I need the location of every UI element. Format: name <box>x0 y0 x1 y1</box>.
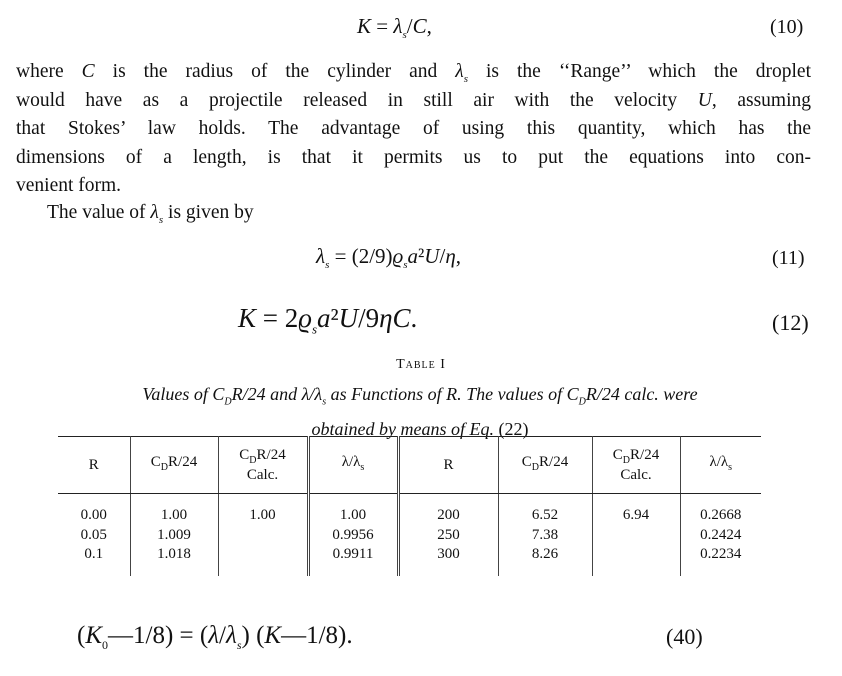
table-caption-line: Values of $C_DR/24$ and $\lambda/\lambda_s$ as Functions of R. The values of $C_DR/24$ calc. were <box>142 384 698 408</box>
table-cell: 0.2234 <box>700 546 742 562</box>
table-cell <box>218 545 308 565</box>
table-cell <box>680 565 761 577</box>
table-cell <box>592 526 680 546</box>
data-table <box>58 436 761 576</box>
table-cell <box>592 545 680 565</box>
paragraph-line: where C is the radius of the cylinder and $\lambda_s$ is the ‘‘Range’’ which the droplet <box>16 61 811 85</box>
header-lambda-ratio: $\lambda/\lambda_s$ <box>680 437 761 494</box>
table-cell <box>218 565 308 577</box>
table-cell: 0.05 <box>58 526 130 546</box>
table-cell: 1.00 <box>308 494 398 526</box>
header-r: R <box>398 437 498 494</box>
table-row <box>58 526 761 546</box>
body-paragraph <box>16 58 811 201</box>
table-cell: 8.26 <box>498 545 592 565</box>
table-cell: 1.018 <box>130 545 218 565</box>
equation-11: $\lambda_s = (2/9)ϱ_sa^2U/\eta$, <box>316 244 461 272</box>
equation-12: $K = 2ϱ_sa^2U/9\eta C$. <box>238 303 418 337</box>
table-cell: 0.00 <box>58 494 130 526</box>
table-cell: 0.9956 <box>308 526 398 546</box>
equation-10-number: (10) <box>770 16 804 38</box>
table-cell: 6.52 <box>498 494 592 526</box>
table-cell <box>308 565 398 577</box>
table-cell: 0.1 <box>58 545 130 565</box>
table-row <box>58 545 761 565</box>
table-cell <box>398 565 498 577</box>
header-cdr24: $C_DR/24$ <box>130 437 218 494</box>
header-cdr24-calc: $C_DR/24$ Calc. <box>592 437 680 494</box>
table-cell <box>218 526 308 546</box>
table-cell: 1.009 <box>130 526 218 546</box>
equation-11-number: (11) <box>772 247 805 269</box>
header-cdr24-calc: $C_DR/24$ Calc. <box>218 437 308 494</box>
table-cell: 6.94 <box>592 494 680 526</box>
paragraph-line: that Stokes’ law holds. The advantage of using this quantity, which has the <box>16 118 811 140</box>
table-row <box>58 494 761 526</box>
paragraph-line: venient form. <box>16 175 122 197</box>
table-cell: 300 <box>398 545 498 565</box>
table-label: Table I <box>396 357 446 372</box>
intro-line: The value of $\lambda_s$ is given by <box>47 202 254 226</box>
paragraph-line: dimensions of a length, is that it permits us to put the equations into con- <box>16 146 811 168</box>
equation-12-number: (12) <box>772 310 809 335</box>
table-header-row <box>58 437 761 494</box>
table-cell: 200 <box>398 494 498 526</box>
table-cell: 250 <box>398 526 498 546</box>
paragraph-line: would have as a projectile released in still air with the velocity U, assuming <box>16 89 811 111</box>
table-cell <box>130 565 218 577</box>
table-caption <box>50 381 790 442</box>
table-cell: 0.9911 <box>308 545 398 565</box>
table-caption-line: obtained by means of Eq. (22) <box>311 418 529 439</box>
table-cell: 0.2424 <box>700 526 742 543</box>
equation-40: $(K_0—1/8) = (\lambda/\lambda_s)$ (K—1/8). <box>77 622 353 652</box>
equation-10: $K = \lambda_s/C$, <box>357 14 432 42</box>
table-cell <box>592 565 680 577</box>
table-cell: 1.00 <box>130 494 218 526</box>
table-cell: 0.2668 <box>700 507 742 523</box>
table-cell: 7.38 <box>498 526 592 546</box>
header-lambda-ratio: $\lambda/\lambda_s$ <box>308 437 398 494</box>
header-cdr24: $C_DR/24$ <box>498 437 592 494</box>
table-cell <box>498 565 592 577</box>
table-cell <box>58 565 130 577</box>
header-r: R <box>58 437 130 494</box>
table-cell: 1.00 <box>218 494 308 526</box>
equation-40-number: (40) <box>666 624 703 649</box>
table-row-truncated <box>58 565 761 577</box>
